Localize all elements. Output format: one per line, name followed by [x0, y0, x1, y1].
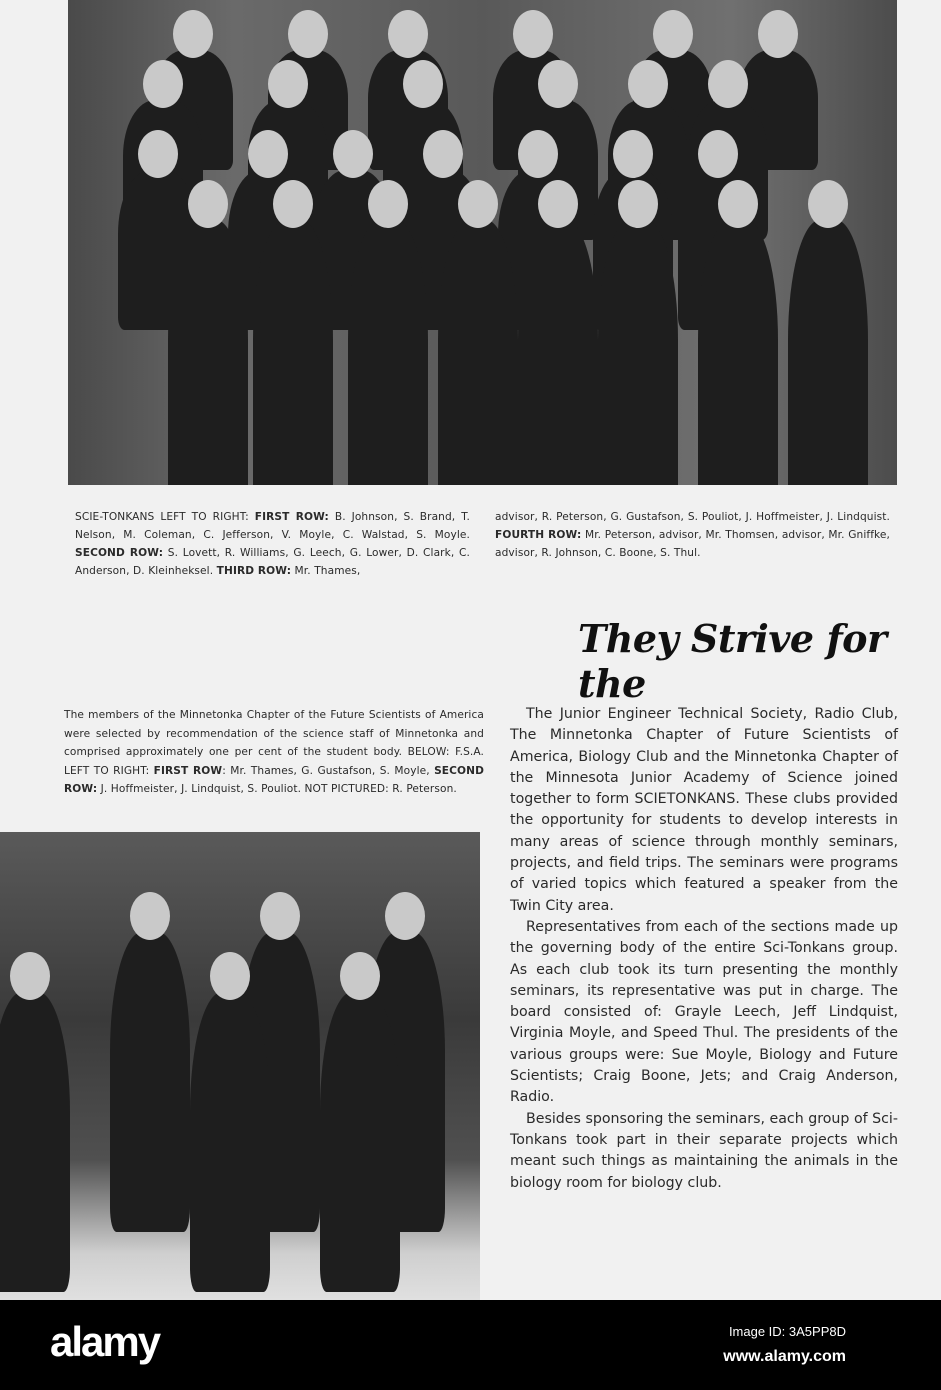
row-names: S. Lovett, R. Williams, G. Leech, G. Lower, D. Clark, C. Anderson, D. Kleinheksel.: [75, 547, 470, 577]
person-silhouette: [788, 220, 868, 485]
person-head: [613, 130, 653, 178]
row-label: FIRST ROW:: [254, 511, 329, 523]
row-names: : Mr. Thames, G. Gustafson, S. Moyle,: [222, 764, 435, 777]
person-head: [173, 10, 213, 58]
person-silhouette: [438, 220, 518, 485]
row-names: advisor, R. Peterson, G. Gustafson, S. Pouliot, J. Hoffmeister, J. Lindquist.: [495, 511, 890, 523]
person-head: [808, 180, 848, 228]
person-head: [388, 10, 428, 58]
person-head: [458, 180, 498, 228]
person-silhouette: [110, 932, 190, 1232]
person-head: [518, 130, 558, 178]
person-head: [210, 952, 250, 1000]
row-names: J. Hoffmeister, J. Lindquist, S. Pouliot. NOT PICTURED: R. Peterson.: [97, 783, 457, 795]
person-head: [698, 130, 738, 178]
row-label: FIRST ROW: [153, 764, 223, 777]
person-head: [368, 180, 408, 228]
person-head: [628, 60, 668, 108]
alamy-logo: alamy: [50, 1318, 160, 1365]
person-head: [260, 892, 300, 940]
paragraph: The Junior Engineer Technical Society, Radio Club, The Minnetonka Chapter of Future Scientists of America, Biology Club and the Minnetonka Chapter of the Minnesota Junior Academy of Science joined together to form SCIETONKANS. These clubs provided the opportunity for students to develop interests in many areas of science through monthly seminars, projects, and field trips. The seminars were programs of varied topics which featured a speaker from the Twin City area.: [510, 706, 898, 914]
person-head: [138, 130, 178, 178]
person-head: [385, 892, 425, 940]
person-silhouette: [168, 220, 248, 485]
person-head: [340, 952, 380, 1000]
person-head: [333, 130, 373, 178]
group-caption-left: [75, 508, 470, 580]
row-label: SECOND ROW:: [64, 764, 484, 795]
person-head: [758, 10, 798, 58]
person-head: [538, 60, 578, 108]
row-label: FOURTH ROW:: [495, 529, 582, 541]
person-silhouette: [518, 220, 598, 485]
person-silhouette: [348, 220, 428, 485]
fsa-group-photo: [0, 832, 480, 1300]
watermark-footer: [0, 1300, 941, 1390]
section-title: They Strive for the: [578, 616, 887, 706]
person-head: [653, 10, 693, 58]
row-label: THIRD ROW:: [216, 565, 292, 577]
scietonkans-group-photo: [68, 0, 897, 485]
row-label: SECOND ROW:: [75, 547, 164, 559]
image-id: Image ID: 3A5PP8D: [728, 1324, 846, 1339]
person-head: [248, 130, 288, 178]
person-silhouette: [320, 992, 400, 1292]
person-head: [273, 180, 313, 228]
fsa-intro: The members of the Minnetonka Chapter of the Future Scientists of America were selected by recommendation of the science staff of Minnetonka and comprised approximately one per cent of the student body. BELOW: F.S.A. LEFT TO RIGHT:: [64, 709, 484, 777]
person-head: [403, 60, 443, 108]
person-head: [143, 60, 183, 108]
person-silhouette: [0, 992, 70, 1292]
person-head: [288, 10, 328, 58]
person-head: [423, 130, 463, 178]
person-head: [268, 60, 308, 108]
row-names: B. Johnson, S. Brand, T. Nelson, M. Coleman, C. Jefferson, V. Moyle, C. Walstad, S. Moyle.: [75, 511, 471, 541]
paragraph: Besides sponsoring the seminars, each group of Sci-Tonkans took part in their separate projects which meant such things as maintaining the animals in the biology room for biology club.: [510, 1110, 898, 1191]
person-silhouette: [253, 220, 333, 485]
paragraph: Representatives from each of the sections made up the governing body of the entire Sci-Tonkans group. As each club took its turn presenting the monthly seminars, its representative was put in charge. The board consisted of: Grayle Leech, Jeff Lindquist, Virginia Moyle, and Speed Thul. The presidents of the various groups were: Sue Moyle, Biology and Future Scientists; Craig Boone, Jets; and Craig Anderson, Radio.: [510, 918, 898, 1106]
person-head: [708, 60, 748, 108]
group-caption-right: [495, 508, 890, 562]
fsa-caption: [64, 706, 484, 799]
row-names: Mr. Peterson, advisor, Mr. Thomsen, advisor, Mr. Gniffke, advisor, R. Johnson, C. Boone, S. Thul.: [495, 529, 890, 559]
person-head: [718, 180, 758, 228]
caption-lead: SCIE-TONKANS LEFT TO RIGHT:: [75, 511, 255, 523]
row-names: Mr. Thames,: [291, 565, 361, 577]
article-body: [510, 704, 898, 1194]
person-head: [10, 952, 50, 1000]
person-head: [188, 180, 228, 228]
person-silhouette: [190, 992, 270, 1292]
person-head: [538, 180, 578, 228]
site-link[interactable]: www.alamy.com: [723, 1348, 846, 1365]
person-head: [618, 180, 658, 228]
person-head: [513, 10, 553, 58]
person-head: [130, 892, 170, 940]
person-silhouette: [598, 220, 678, 485]
person-silhouette: [698, 220, 778, 485]
